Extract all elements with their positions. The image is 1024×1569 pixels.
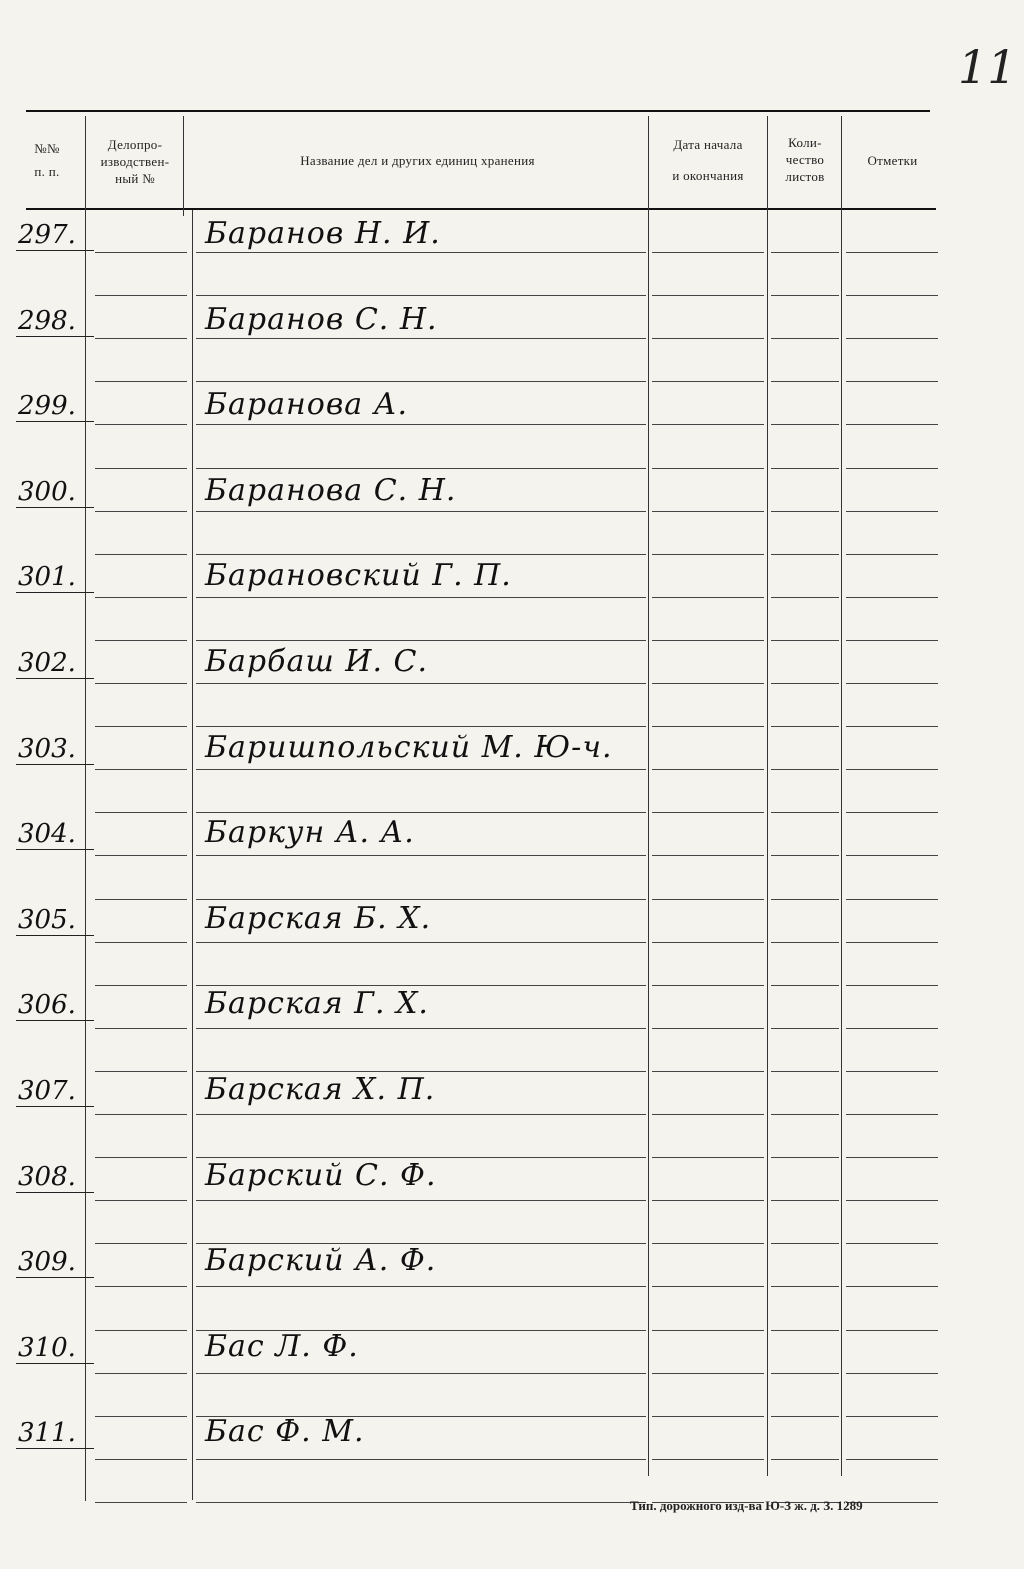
- ruled-line: [196, 640, 646, 641]
- ruled-line: [95, 1157, 187, 1158]
- ruled-line: [95, 1373, 187, 1374]
- ruled-line: [771, 511, 839, 512]
- ruled-line: [846, 942, 938, 943]
- column-divider: [767, 116, 768, 1476]
- entry-name: Барановский Г. П.: [205, 558, 512, 593]
- ruled-line: [95, 1243, 187, 1244]
- entry-name: Бас Л. Ф.: [205, 1329, 359, 1364]
- ruled-line: [652, 899, 764, 900]
- entry-number: 311.: [16, 1418, 94, 1449]
- column-divider: [192, 210, 193, 1500]
- ruled-line: [196, 295, 646, 296]
- ruled-line: [95, 1330, 187, 1331]
- ruled-line: [196, 338, 646, 339]
- ruled-line: [771, 1286, 839, 1287]
- ruled-line: [771, 1416, 839, 1417]
- header-col-count: [770, 134, 840, 185]
- column-divider: [841, 116, 842, 1476]
- ruled-line: [846, 424, 938, 425]
- header-col-office-line3: ный №: [115, 171, 155, 186]
- entry-name: Баранов С. Н.: [205, 302, 438, 337]
- ruled-line: [652, 597, 764, 598]
- ruled-line: [771, 640, 839, 641]
- ruled-line: [771, 252, 839, 253]
- entry-name: Барская Г. Х.: [205, 986, 429, 1021]
- ruled-line: [196, 468, 646, 469]
- ruled-line: [196, 1502, 646, 1503]
- ruled-line: [771, 295, 839, 296]
- header-col-dates-line2: и окончания: [672, 168, 744, 183]
- ruled-line: [846, 726, 938, 727]
- column-divider: [183, 116, 184, 216]
- ruled-line: [846, 1286, 938, 1287]
- entry-number: 298.: [16, 306, 94, 337]
- header-col-title: Название дел и других единиц хранения: [300, 153, 535, 168]
- entry-name: Баранова А.: [205, 387, 408, 422]
- ruled-line: [196, 899, 646, 900]
- entry-number: 301.: [16, 562, 94, 593]
- ruled-line: [846, 511, 938, 512]
- ruled-line: [846, 252, 938, 253]
- ruled-line: [846, 381, 938, 382]
- header-col-office: [88, 136, 182, 187]
- ruled-line: [771, 1114, 839, 1115]
- entry-name: Баришпольский М. Ю-ч.: [205, 730, 613, 765]
- ruled-line: [95, 468, 187, 469]
- ruled-line: [771, 1071, 839, 1072]
- header-col-dates: [650, 136, 766, 184]
- ruled-line: [771, 554, 839, 555]
- ruled-line: [846, 812, 938, 813]
- header-col-notes: Отметки: [867, 153, 918, 168]
- header-col-office-line2: изводствен-: [100, 154, 170, 169]
- ruled-line: [652, 1459, 764, 1460]
- ruled-line: [771, 338, 839, 339]
- header-col-count-line1: Коли-: [788, 135, 822, 150]
- header-col-dates-line1: Дата начала: [673, 137, 743, 152]
- ruled-line: [196, 942, 646, 943]
- entry-number: 297.: [16, 220, 94, 251]
- ruled-line: [652, 1200, 764, 1201]
- ruled-line: [652, 640, 764, 641]
- ruled-line: [846, 985, 938, 986]
- ruled-line: [771, 985, 839, 986]
- ruled-line: [846, 1243, 938, 1244]
- ruled-line: [771, 381, 839, 382]
- ruled-line: [652, 942, 764, 943]
- ruled-line: [652, 468, 764, 469]
- ruled-line: [95, 1071, 187, 1072]
- ruled-line: [95, 942, 187, 943]
- ruled-line: [652, 511, 764, 512]
- ruled-line: [846, 338, 938, 339]
- ruled-line: [196, 381, 646, 382]
- ruled-line: [652, 812, 764, 813]
- ruled-line: [652, 1114, 764, 1115]
- header-col-count-line3: листов: [785, 169, 825, 184]
- entry-name: Баранова С. Н.: [205, 473, 457, 508]
- ruled-line: [95, 1416, 187, 1417]
- ruled-line: [196, 1114, 646, 1115]
- ruled-line: [846, 1330, 938, 1331]
- header-col-num-line1: №№: [34, 141, 60, 156]
- ruled-line: [196, 597, 646, 598]
- ruled-line: [846, 855, 938, 856]
- entry-number: 303.: [16, 734, 94, 765]
- ruled-line: [95, 726, 187, 727]
- ruled-line: [771, 812, 839, 813]
- entry-name: Барская Б. Х.: [205, 901, 432, 936]
- ruled-line: [771, 726, 839, 727]
- ruled-line: [846, 1416, 938, 1417]
- ruled-line: [846, 1028, 938, 1029]
- ruled-line: [771, 1373, 839, 1374]
- ruled-line: [95, 899, 187, 900]
- header-col-num-line2: п. п.: [34, 164, 60, 179]
- ruled-line: [196, 1200, 646, 1201]
- ruled-line: [652, 1373, 764, 1374]
- entry-number: 299.: [16, 391, 94, 422]
- ruled-line: [196, 683, 646, 684]
- entry-name: Баранов Н. И.: [205, 216, 441, 251]
- entry-name: Барбаш И. С.: [205, 644, 429, 679]
- ruled-line: [196, 424, 646, 425]
- entry-name: Барская Х. П.: [205, 1072, 436, 1107]
- ruled-line: [846, 1459, 938, 1460]
- ruled-line: [771, 1243, 839, 1244]
- ruled-line: [95, 812, 187, 813]
- ruled-line: [95, 1200, 187, 1201]
- ruled-line: [771, 597, 839, 598]
- entry-name: Барский А. Ф.: [205, 1243, 437, 1278]
- ruled-line: [196, 1028, 646, 1029]
- ruled-line: [846, 597, 938, 598]
- ruled-line: [846, 683, 938, 684]
- ruled-line: [652, 769, 764, 770]
- entry-number: 309.: [16, 1247, 94, 1278]
- header-col-count-line2: чество: [785, 152, 825, 167]
- ruled-line: [771, 1028, 839, 1029]
- ruled-line: [95, 683, 187, 684]
- ruled-line: [95, 855, 187, 856]
- ruled-line: [652, 295, 764, 296]
- entry-number: 308.: [16, 1162, 94, 1193]
- ruled-line: [95, 295, 187, 296]
- entry-number: 300.: [16, 477, 94, 508]
- ruled-line: [196, 1459, 646, 1460]
- header-rule: [26, 208, 936, 210]
- ruled-line: [95, 985, 187, 986]
- ruled-line: [95, 597, 187, 598]
- header-col-office-line1: Делопро-: [107, 137, 163, 152]
- ruled-line: [652, 252, 764, 253]
- ruled-line: [771, 1200, 839, 1201]
- ruled-line: [652, 424, 764, 425]
- ruled-line: [196, 1286, 646, 1287]
- ruled-line: [771, 769, 839, 770]
- top-rule: [26, 110, 930, 112]
- entry-name: Барский С. Ф.: [205, 1158, 437, 1193]
- ruled-line: [95, 640, 187, 641]
- ruled-line: [95, 381, 187, 382]
- ruled-line: [95, 1114, 187, 1115]
- ruled-line: [196, 812, 646, 813]
- entry-name: Бас Ф. М.: [205, 1414, 365, 1449]
- ruled-line: [846, 468, 938, 469]
- ruled-line: [652, 726, 764, 727]
- ruled-line: [95, 252, 187, 253]
- entry-number: 302.: [16, 648, 94, 679]
- ruled-line: [652, 1286, 764, 1287]
- ruled-line: [846, 640, 938, 641]
- ruled-line: [771, 1157, 839, 1158]
- ruled-line: [196, 252, 646, 253]
- ruled-line: [95, 338, 187, 339]
- entry-name: Баркун А. А.: [205, 815, 415, 850]
- printer-imprint: Тип. дорожного изд-ва Ю-З ж. д. З. 1289: [630, 1498, 863, 1513]
- ruled-line: [771, 1459, 839, 1460]
- ruled-line: [846, 1157, 938, 1158]
- ruled-line: [196, 511, 646, 512]
- ruled-line: [771, 1330, 839, 1331]
- ruled-line: [846, 1071, 938, 1072]
- ruled-line: [95, 424, 187, 425]
- ruled-line: [196, 554, 646, 555]
- ruled-line: [652, 1028, 764, 1029]
- entry-number: 305.: [16, 905, 94, 936]
- ruled-line: [95, 769, 187, 770]
- entry-number: 310.: [16, 1333, 94, 1364]
- entry-number: 307.: [16, 1076, 94, 1107]
- header-col-num: [24, 140, 70, 180]
- ruled-line: [771, 855, 839, 856]
- ruled-line: [652, 855, 764, 856]
- page-number: 11: [958, 40, 1017, 94]
- ruled-line: [95, 1459, 187, 1460]
- ruled-line: [196, 855, 646, 856]
- ruled-line: [652, 554, 764, 555]
- ruled-line: [196, 1373, 646, 1374]
- ruled-line: [95, 1028, 187, 1029]
- ruled-line: [846, 899, 938, 900]
- ruled-line: [771, 942, 839, 943]
- ruled-line: [846, 295, 938, 296]
- ruled-line: [196, 726, 646, 727]
- ruled-line: [771, 899, 839, 900]
- ruled-line: [846, 1200, 938, 1201]
- ruled-line: [196, 769, 646, 770]
- entry-number: 304.: [16, 819, 94, 850]
- ruled-line: [95, 1502, 187, 1503]
- ruled-line: [771, 683, 839, 684]
- entry-number: 306.: [16, 990, 94, 1021]
- ruled-line: [846, 1114, 938, 1115]
- ruled-line: [652, 338, 764, 339]
- ruled-line: [95, 511, 187, 512]
- ruled-line: [846, 1373, 938, 1374]
- ruled-line: [95, 1286, 187, 1287]
- ruled-line: [846, 554, 938, 555]
- ruled-line: [652, 683, 764, 684]
- ruled-line: [846, 769, 938, 770]
- ruled-line: [771, 424, 839, 425]
- ruled-line: [652, 381, 764, 382]
- ruled-line: [95, 554, 187, 555]
- ruled-line: [771, 468, 839, 469]
